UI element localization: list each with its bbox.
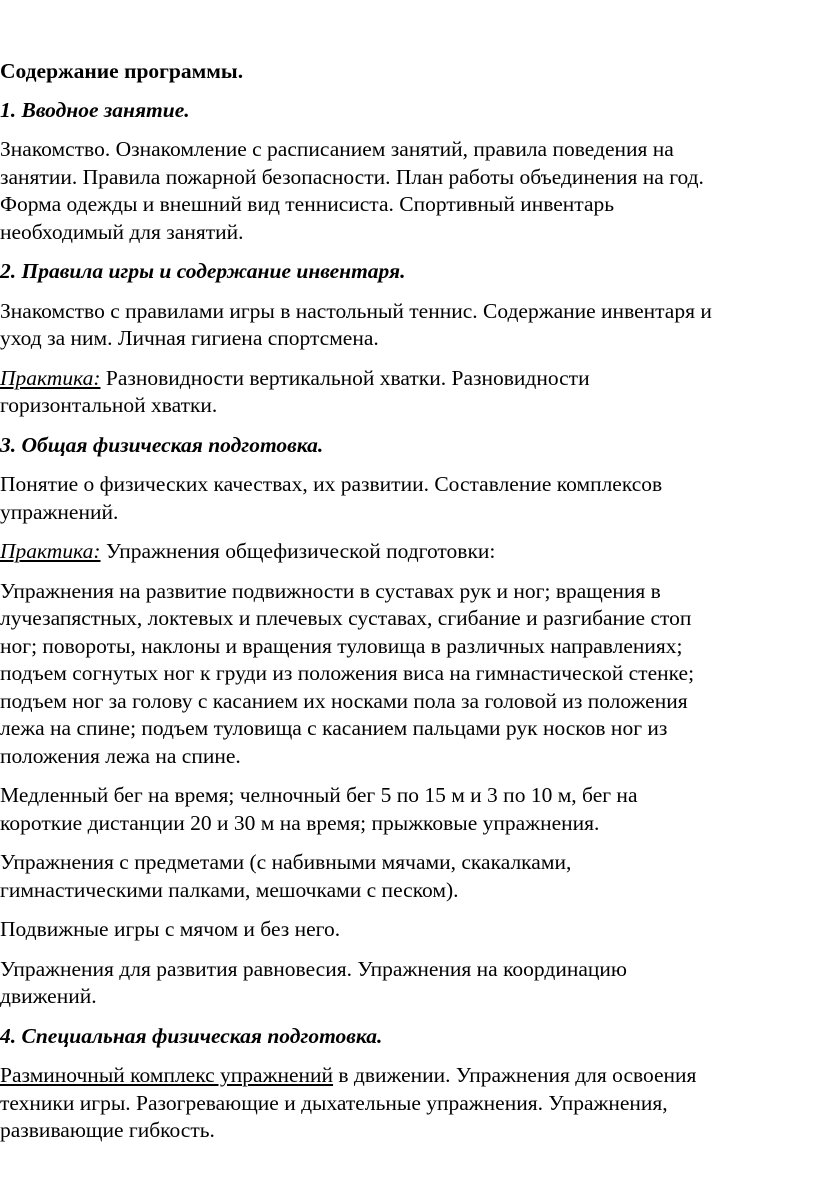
practice-line xyxy=(0,538,816,566)
text-line: Форма одежды и внешний вид теннисиста. Спортивный инвентарь xyxy=(0,192,615,216)
text-line: занятии. Правила пожарной безопасности. План работы объединения на год. xyxy=(0,164,704,189)
text-line: подъем согнутых ног к груди из положения виса на гимнастической стенке; xyxy=(0,661,695,685)
section-heading-general-physical: 3. Общая физическая подготовка. xyxy=(0,432,324,457)
text-line: гимнастическими палками, мешочками с песком). xyxy=(0,877,459,902)
underlined-phrase: Разминочный комплекс упражнений xyxy=(0,1063,334,1087)
section-heading-introductory: 1. Вводное занятие. xyxy=(0,97,190,122)
text-line: подъем ног за голову с касанием их носками пола за головой из положения xyxy=(0,688,688,713)
text-line: развивающие гибкость. xyxy=(0,1118,215,1142)
text-line: положения лежа на спине. xyxy=(0,743,241,768)
text-line: техники игры. Разогревающие и дыхательные упражнения. Упражнения, xyxy=(0,1090,668,1115)
text-line: Медленный бег на время; челночный бег 5 по 15 м и 3 по 10 м, бег на xyxy=(0,783,638,807)
text-line: ног; повороты, наклоны и вращения туловища в различных направлениях; xyxy=(0,633,683,658)
text-line: упражнений. xyxy=(0,499,119,524)
paragraph-running xyxy=(0,782,816,837)
text-line: движений. xyxy=(0,984,97,1008)
text-line: необходимый для занятий. xyxy=(0,219,244,244)
paragraph-rules xyxy=(0,298,816,353)
text-line: Упражнения для развития равновесия. Упражнения на координацию xyxy=(0,956,627,981)
text-line: уход за ним. Личная гигиена спортсмена. xyxy=(0,326,379,350)
text-line: Знакомство с правилами игры в настольный теннис. Содержание инвентаря и xyxy=(0,298,712,323)
text-segment: в движении. Упражнения для освоения xyxy=(333,1063,697,1087)
text-line xyxy=(0,1062,816,1090)
section-heading-special-physical: 4. Специальная физическая подготовка. xyxy=(0,1023,383,1048)
document-page xyxy=(0,58,816,1157)
text-line: лежа на спине; подъем туловища с касанием пальцами рук носков ног из xyxy=(0,716,668,740)
text-line: лучезапястных, локтевых и плечевых суставах, сгибание и разгибание стоп xyxy=(0,606,692,630)
text-line: Знакомство. Ознакомление с расписанием занятий, правила поведения на xyxy=(0,137,674,161)
text-line: Подвижные игры с мячом и без него. xyxy=(0,917,341,941)
practice-label: Практика: xyxy=(0,365,101,390)
paragraph-balance xyxy=(0,956,816,1011)
paragraph-equipment-exercises xyxy=(0,849,816,904)
paragraph-practice-grips xyxy=(0,365,816,420)
paragraph-practice-general xyxy=(0,538,816,566)
text-line: Упражнения с предметами (с набивными мячами, скакалками, xyxy=(0,850,572,874)
practice-line xyxy=(0,365,816,393)
document-title: Содержание программы. xyxy=(0,59,244,83)
practice-label: Практика: xyxy=(0,539,101,563)
text-line: горизонтальной хватки. xyxy=(0,393,218,417)
text-line: Понятие о физических качествах, их развитии. Составление комплексов xyxy=(0,472,663,496)
text-line: Упражнения на развитие подвижности в суставах рук и ног; вращения в xyxy=(0,578,661,603)
paragraph-warmup xyxy=(0,1062,816,1145)
paragraph-introduction xyxy=(0,136,816,246)
paragraph-mobility-exercises xyxy=(0,578,816,771)
paragraph-games xyxy=(0,916,816,944)
text-line: короткие дистанции 20 и 30 м на время; прыжковые упражнения. xyxy=(0,810,600,835)
practice-text: Упражнения общефизической подготовки: xyxy=(100,539,496,563)
practice-text: Разновидности вертикальной хватки. Разновидности xyxy=(100,365,590,390)
section-heading-rules: 2. Правила игры и содержание инвентаря. xyxy=(0,259,406,283)
paragraph-physical-qualities xyxy=(0,471,816,526)
